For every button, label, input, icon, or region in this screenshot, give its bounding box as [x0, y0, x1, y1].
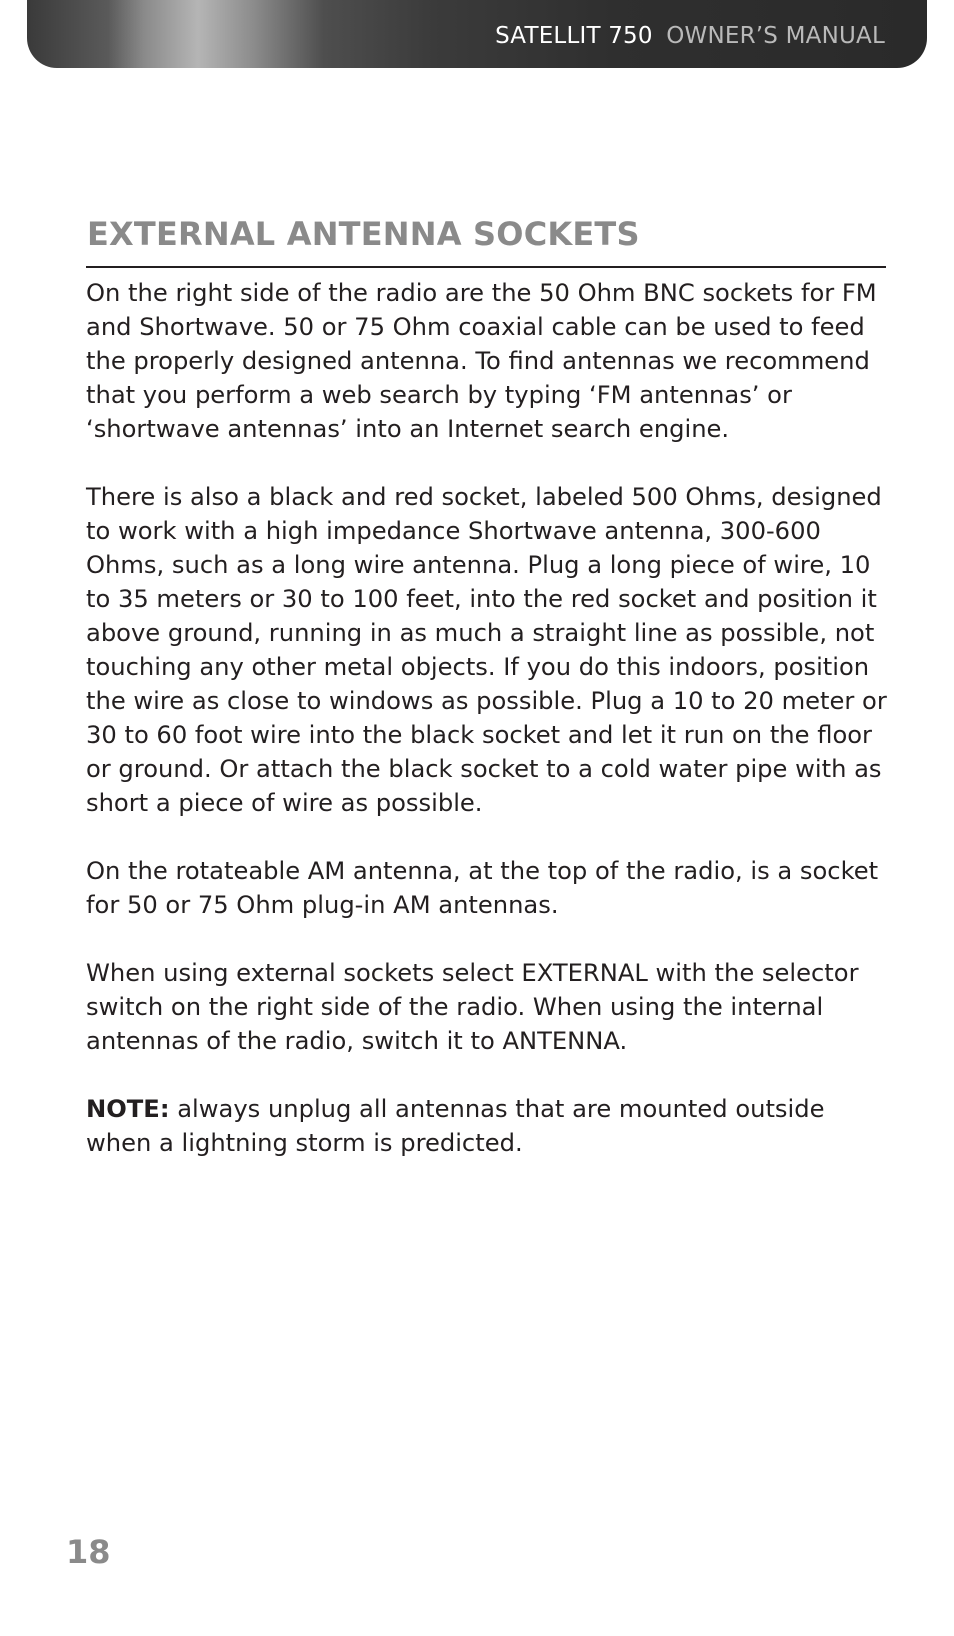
section-title: EXTERNAL ANTENNA SOCKETS	[87, 215, 640, 253]
title-divider	[86, 266, 886, 268]
note-paragraph	[86, 1092, 891, 1160]
note-text: always unplug all antennas that are mounted outside when a lightning storm is predicted.	[86, 1095, 825, 1157]
running-header	[495, 22, 885, 50]
paragraph-selector-switch: When using external sockets select EXTERNAL with the selector switch on the right side of the radio. When using the internal antennas of the radio, switch it to ANTENNA.	[86, 959, 859, 1055]
header-manual-title: OWNER’S MANUAL	[666, 23, 885, 49]
paragraph-am-socket: On the rotateable AM antenna, at the top of the radio, is a socket for 50 or 75 Ohm plug-in AM antennas.	[86, 857, 879, 919]
section-body	[86, 276, 891, 1194]
page-number: 18	[66, 1533, 111, 1571]
note-label: NOTE:	[86, 1095, 170, 1123]
paragraph-long-wire-socket: There is also a black and red socket, labeled 500 Ohms, designed to work with a high impedance Shortwave antenna, 300-600 Ohms, such as a long wire antenna. Plug a long piece of wire, 10 to 35 meters or 30 to 100 feet, into the red socket and position it above ground, running in as much a straight line as possible, not touching any other metal objects. If you do this indoors, position the wire as close to windows as possible. Plug a 10 to 20 meter or 30 to 60 foot wire into the black socket and let it run on the floor or ground. Or attach the black socket to a cold water pipe with as short a piece of wire as possible.	[86, 483, 887, 817]
paragraph-bnc-sockets: On the right side of the radio are the 50 Ohm BNC sockets for FM and Shortwave. 50 or 75 Ohm coaxial cable can be used to feed the properly designed antenna. To find antennas we recommend that you perform a web search by typing ‘FM antennas’ or ‘shortwave antennas’ into an Internet search engine.	[86, 279, 877, 443]
header-model: SATELLIT 750	[495, 23, 653, 49]
header-bar	[27, 0, 927, 68]
